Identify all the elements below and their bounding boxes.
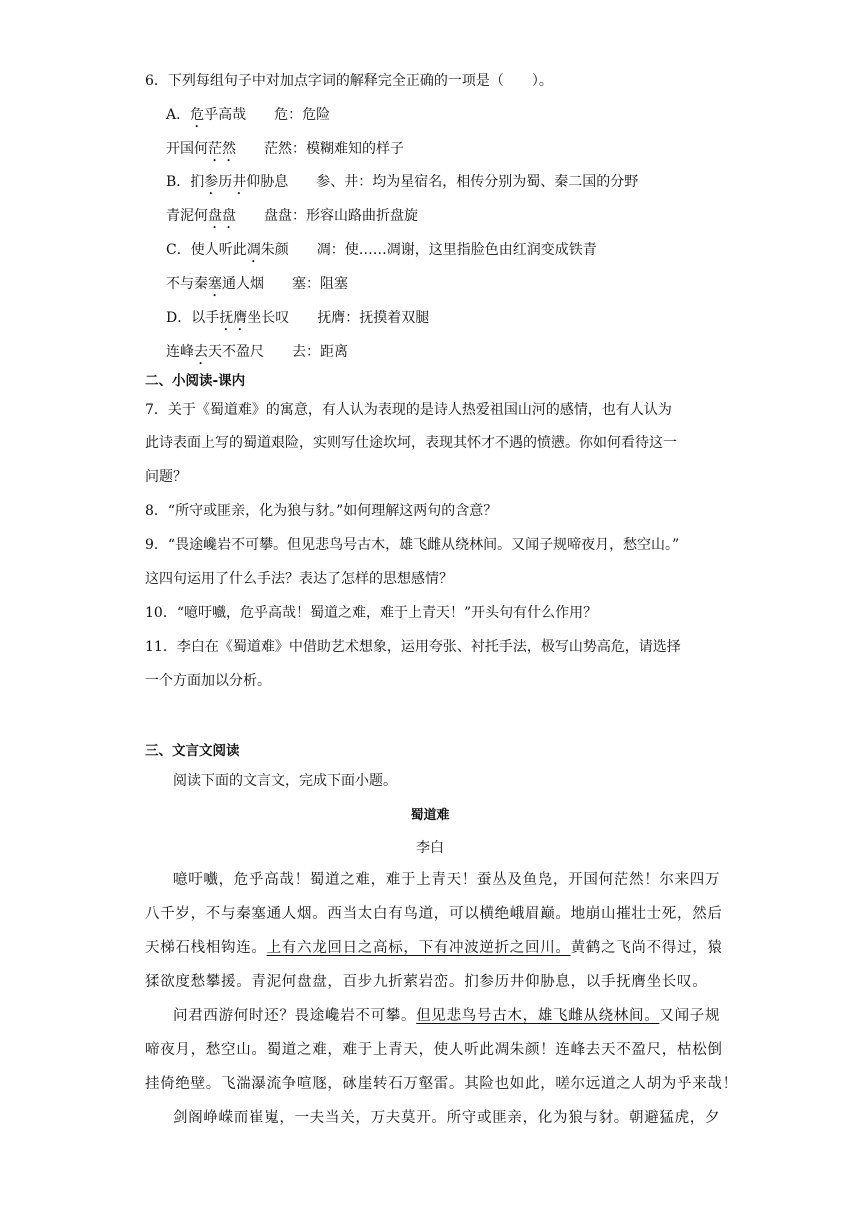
q7-line-2: 此诗表面上写的蜀道艰险，实则写仕途坎坷，表现其怀才不遇的愤懑。你如何看待这一 (145, 435, 677, 451)
q6-option-c-line2: 不与秦塞通人烟 塞：阻塞 (166, 276, 348, 292)
dotted-word: 抚膺 (219, 310, 248, 326)
poem-title: 蜀道难 (410, 808, 450, 823)
section-heading-2: 二、小阅读-课内 (145, 373, 246, 389)
dotted-word: 参 (204, 174, 219, 190)
poem-p1-line1: 噫吁嚱，危乎高哉！蜀道之难，难于上青天！蚕丛及鱼凫，开国何茫然！尔来四万 (173, 872, 721, 888)
q9-line-1: 9．“畏途巉岩不可攀。但见悲鸟号古木，雄飞雌从绕林间。又闻子规啼夜月，愁空山。” (145, 537, 680, 553)
underlined-passage: 但见悲鸟号古木，雄飞雌从绕林间。 (416, 1008, 660, 1024)
poem-p2-line2: 啼夜月，愁空山。蜀道之难，难于上青天，使人听此凋朱颜！连峰去天不盈尺，枯松倒 (145, 1042, 723, 1058)
q6-option-b-line1: B．扪参历井仰胁息 参、井：均为星宿名，相传分别为蜀、秦二国的分野 (166, 174, 639, 190)
q7-line-3: 问题？ (145, 469, 187, 485)
poem-p3-line1: 剑阁峥嵘而崔嵬，一夫当关，万夫莫开。所守或匪亲，化为狼与豺。朝避猛虎，夕 (173, 1110, 721, 1126)
poem-p1-line4: 猱欲度愁攀援。青泥何盘盘，百步九折萦岩峦。扪参历井仰胁息，以手抚膺坐长叹。 (145, 974, 708, 990)
q6-option-c-line1: C．使人听此凋朱颜 凋：使……凋谢，这里指脸色由红润变成铁青 (166, 242, 597, 258)
dotted-word: 茫然 (208, 141, 236, 157)
section3-instruction: 阅读下面的文言文，完成下面小题。 (173, 773, 397, 789)
underlined-passage: 上有六龙回日之高标，下有冲波逆折之回川。 (266, 940, 571, 956)
q6-option-a-line2: 开国何茫然 茫然：模糊难知的样子 (166, 141, 404, 157)
q6-option-d-line2: 连峰去天不盈尺 去：距离 (166, 344, 348, 360)
q8: 8．“所守或匪亲，化为狼与豺。”如何理解这两句的含意？ (145, 503, 498, 519)
dotted-word: 塞 (208, 276, 222, 292)
q7-line-1: 7．关于《蜀道难》的寓意，有人认为表现的是诗人热爱祖国山河的感情，也有人认为 (145, 402, 672, 418)
q6-option-a-line1: A．危乎高哉 危：危险 (166, 107, 331, 123)
dotted-word: 井 (232, 174, 247, 190)
poem-author: 李白 (416, 840, 444, 856)
q10: 10．“噫吁嚱，危乎高哉！蜀道之难，难于上青天！”开头句有什么作用？ (145, 605, 598, 621)
q6-option-b-line2: 青泥何盘盘 盘盘：形容山路曲折盘旋 (166, 208, 418, 224)
section-heading-3: 三、文言文阅读 (145, 743, 240, 759)
poem-p2-line1: 问君西游何时还？畏途巉岩不可攀。但见悲鸟号古木，雄飞雌从绕林间。又闻子规 (173, 1008, 721, 1024)
dotted-word: 去 (194, 344, 208, 360)
poem-p1-line3: 天梯石栈相钩连。上有六龙回日之高标，下有冲波逆折之回川。黄鹤之飞尚不得过，猿 (145, 940, 723, 956)
q11-line-2: 一个方面加以分析。 (145, 673, 271, 689)
poem-p2-line3: 挂倚绝壁。飞湍瀑流争喧豗，砯崖转石万壑雷。其险也如此，嗟尔远道之人胡为乎来哉！ (145, 1076, 738, 1092)
q9-line-2: 这四句运用了什么手法？表达了怎样的思想感情？ (145, 571, 453, 587)
q6-option-d-line1: D．以手抚膺坐长叹 抚膺：抚摸着双腿 (166, 310, 430, 326)
dotted-word: 危 (190, 107, 205, 123)
dotted-word: 盘盘 (208, 208, 236, 224)
dotted-word: 凋 (246, 242, 261, 258)
q6-stem: 6．下列每组句子中对加点字词的解释完全正确的一项是（ ）。 (145, 73, 553, 89)
poem-p1-line2: 八千岁，不与秦塞通人烟。西当太白有鸟道，可以横绝峨眉巅。地崩山摧壮士死，然后 (145, 906, 723, 922)
q11-line-1: 11．李白在《蜀道难》中借助艺术想象，运用夸张、衬托手法，极写山势高危，请选择 (145, 639, 681, 655)
